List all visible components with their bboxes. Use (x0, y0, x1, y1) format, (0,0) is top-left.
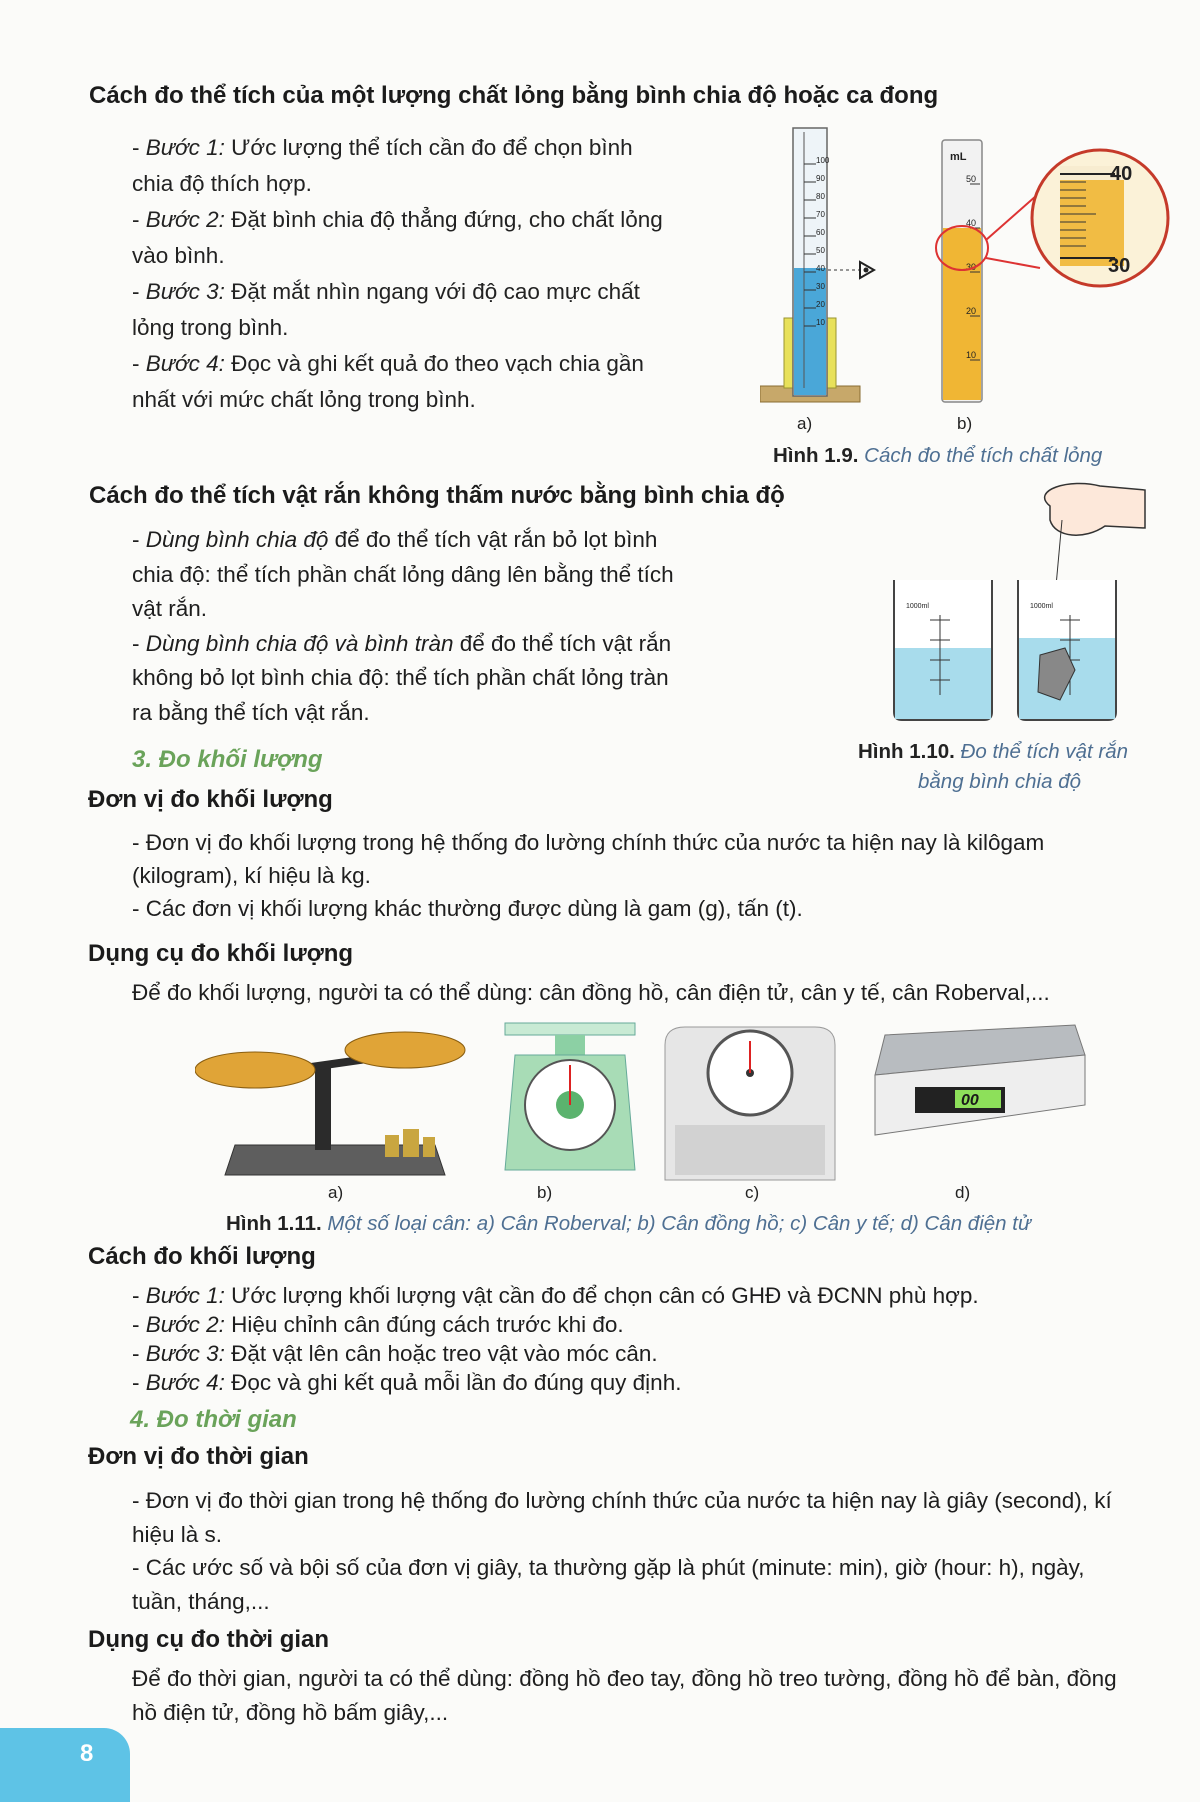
cylinder-a (760, 128, 874, 402)
tick-b-10: 10 (966, 350, 977, 360)
section-title-mass: 3. Đo khối lượng (132, 746, 323, 773)
figure-1-10-caption-line2: bằng bình chia độ (918, 770, 1081, 793)
mass-method-steps (132, 1281, 979, 1397)
liquid-step-3: - Bước 3: Đặt mắt nhìn ngang với độ cao mực chất (132, 279, 640, 304)
figure-1-9-cylinders (760, 118, 1180, 438)
figure-1-11-caption: Hình 1.11. Một số loại cân: a) Cân Roberval; b) Cân đồng hồ; c) Cân y tế; d) Cân điện tử (226, 1212, 1031, 1235)
figure-1-11-scales (195, 1015, 1105, 1195)
figure-1-11-label-c: c) (745, 1183, 760, 1202)
dial-scale (505, 1023, 635, 1170)
page-number: 8 (80, 1740, 94, 1767)
zoom-label-30: 30 (1108, 255, 1131, 277)
heading-mass-unit: Đơn vị đo khối lượng (88, 786, 333, 813)
solid-paragraphs: - Dùng bình chia độ để đo thể tích vật rắn bỏ lọt bình chia độ: thể tích phần chất lỏng dâng lên bằng thể tích vật rắn. - Dùng bình chia độ và bình tràn để đo thể tích vật rắn không bỏ lọt bình chia độ: thể tích phần chất lỏng tràn ra bằng thể tích vật rắn. (132, 523, 732, 730)
solid-p1-line1: - Dùng bình chia độ để đo thể tích vật rắn bỏ lọt bình (132, 527, 658, 552)
tick-a-70: 70 (816, 210, 825, 219)
section-title-time: 4. Đo thời gian (130, 1406, 297, 1433)
figure-1-10-beakers (880, 480, 1160, 730)
tick-a-100: 100 (816, 156, 830, 165)
tick-b-30: 30 (966, 262, 977, 272)
zoom-circle (1032, 150, 1168, 286)
digital-scale (875, 1025, 1085, 1135)
figure-1-11-label-b: b) (537, 1183, 553, 1202)
tick-b-50: 50 (966, 174, 977, 184)
heading-mass-method: Cách đo khối lượng (88, 1243, 316, 1270)
mass-step-1: - Bước 1: Ước lượng khối lượng vật cần đo để chọn cân có GHĐ và ĐCNN phù hợp. (132, 1283, 979, 1308)
tick-b-40: 40 (966, 218, 977, 228)
tick-a-30: 30 (816, 282, 825, 291)
figure-1-9-label-a: a) (797, 414, 813, 433)
page-number-tab (0, 1728, 130, 1802)
tick-a-90: 90 (816, 174, 825, 183)
tick-a-80: 80 (816, 192, 825, 201)
mass-unit-text: - Đơn vị đo khối lượng trong hệ thống đo lường chính thức của nước ta hiện nay là kilôgam (kilogram), kí hiệu là kg. - Các đơn vị khối lượng khác thường được dùng là gam (g), tấn (t). (132, 830, 1045, 921)
tick-a-40: 40 (816, 264, 825, 273)
figure-1-9-label-b: b) (957, 414, 973, 433)
liquid-steps: - Bước 1: Ước lượng thể tích cần đo để chọn bình chia độ thích hợp. - Bước 2: Đặt bình chia độ thẳng đứng, cho chất lỏng vào bình. - Bước 3: Đặt mắt nhìn ngang với độ cao mực chất lỏng trong bình. - Bước 4: Đọc và ghi kết quả đo theo vạch chia gần nhất với mức chất lỏng trong bình. (132, 130, 712, 418)
tick-a-60: 60 (816, 228, 825, 237)
tick-b-20: 20 (966, 306, 977, 316)
solid-p2-line1: - Dùng bình chia độ và bình tràn để đo thể tích vật rắn (132, 630, 672, 656)
zoom-label-40: 40 (1110, 163, 1133, 185)
mass-step-2: - Bước 2: Hiệu chỉnh cân đúng cách trước khi đo. (132, 1312, 624, 1337)
time-unit-text: - Đơn vị đo thời gian trong hệ thống đo lường chính thức của nước ta hiện nay là giây (second), kí hiệu là s. - Các ước số và bội số của đơn vị giây, ta thường gặp là phút (minute: min), giờ (hour: h), ngày, tuần, tháng,... (132, 1488, 1112, 1614)
mass-step-4: - Bước 4: Đọc và ghi kết quả mỗi lần đo đúng quy định. (132, 1370, 682, 1395)
mass-step-3: - Bước 3: Đặt vật lên cân hoặc treo vật vào móc cân. (132, 1341, 658, 1366)
roberval-scale (195, 1032, 465, 1175)
tick-a-20: 20 (816, 300, 825, 309)
heading-time-tools: Dụng cụ đo thời gian (88, 1626, 330, 1653)
tick-a-10: 10 (816, 318, 825, 327)
heading-liquid-volume: Cách đo thể tích của một lượng chất lỏng bằng bình chia độ hoặc ca đong (89, 82, 939, 109)
liquid-step-2: - Bước 2: Đặt bình chia độ thẳng đứng, cho chất lỏng (132, 207, 663, 232)
digital-display-value: 00 (961, 1092, 979, 1109)
figure-1-9-caption: Hình 1.9. Cách đo thể tích chất lỏng (773, 444, 1103, 467)
beaker-1 (894, 580, 992, 720)
figure-1-11-label-a: a) (328, 1183, 344, 1202)
cylinder-b (936, 140, 1045, 402)
beaker-1-label: 1000ml (906, 603, 929, 610)
beaker-2 (1018, 580, 1116, 720)
figure-1-10-caption: Hình 1.10. Đo thể tích vật rắn (858, 740, 1129, 763)
time-tools-text: Để đo thời gian, người ta có thể dùng: đồng hồ đeo tay, đồng hồ treo tường, đồng hồ để bàn, đồng hồ điện tử, đồng hồ bấm giây,... (132, 1666, 1117, 1725)
figure-1-11-label-d: d) (955, 1183, 971, 1202)
liquid-step-4: - Bước 4: Đọc và ghi kết quả đo theo vạch chia gần (132, 351, 644, 376)
liquid-step-1: - Bước 1: Ước lượng thể tích cần đo để chọn bình (132, 135, 633, 160)
heading-mass-tools: Dụng cụ đo khối lượng (88, 940, 354, 967)
tick-a-50: 50 (816, 246, 825, 255)
mass-tools-text: Để đo khối lượng, người ta có thể dùng: cân đồng hồ, cân điện tử, cân y tế, cân Roberval,... (132, 980, 1050, 1005)
heading-time-unit: Đơn vị đo thời gian (88, 1443, 309, 1470)
cylinder-b-unit: mL (950, 151, 967, 163)
beaker-2-label: 1000ml (1030, 603, 1053, 610)
medical-scale (665, 1027, 835, 1180)
heading-solid-volume: Cách đo thể tích vật rắn không thấm nước bằng bình chia độ (89, 482, 785, 509)
